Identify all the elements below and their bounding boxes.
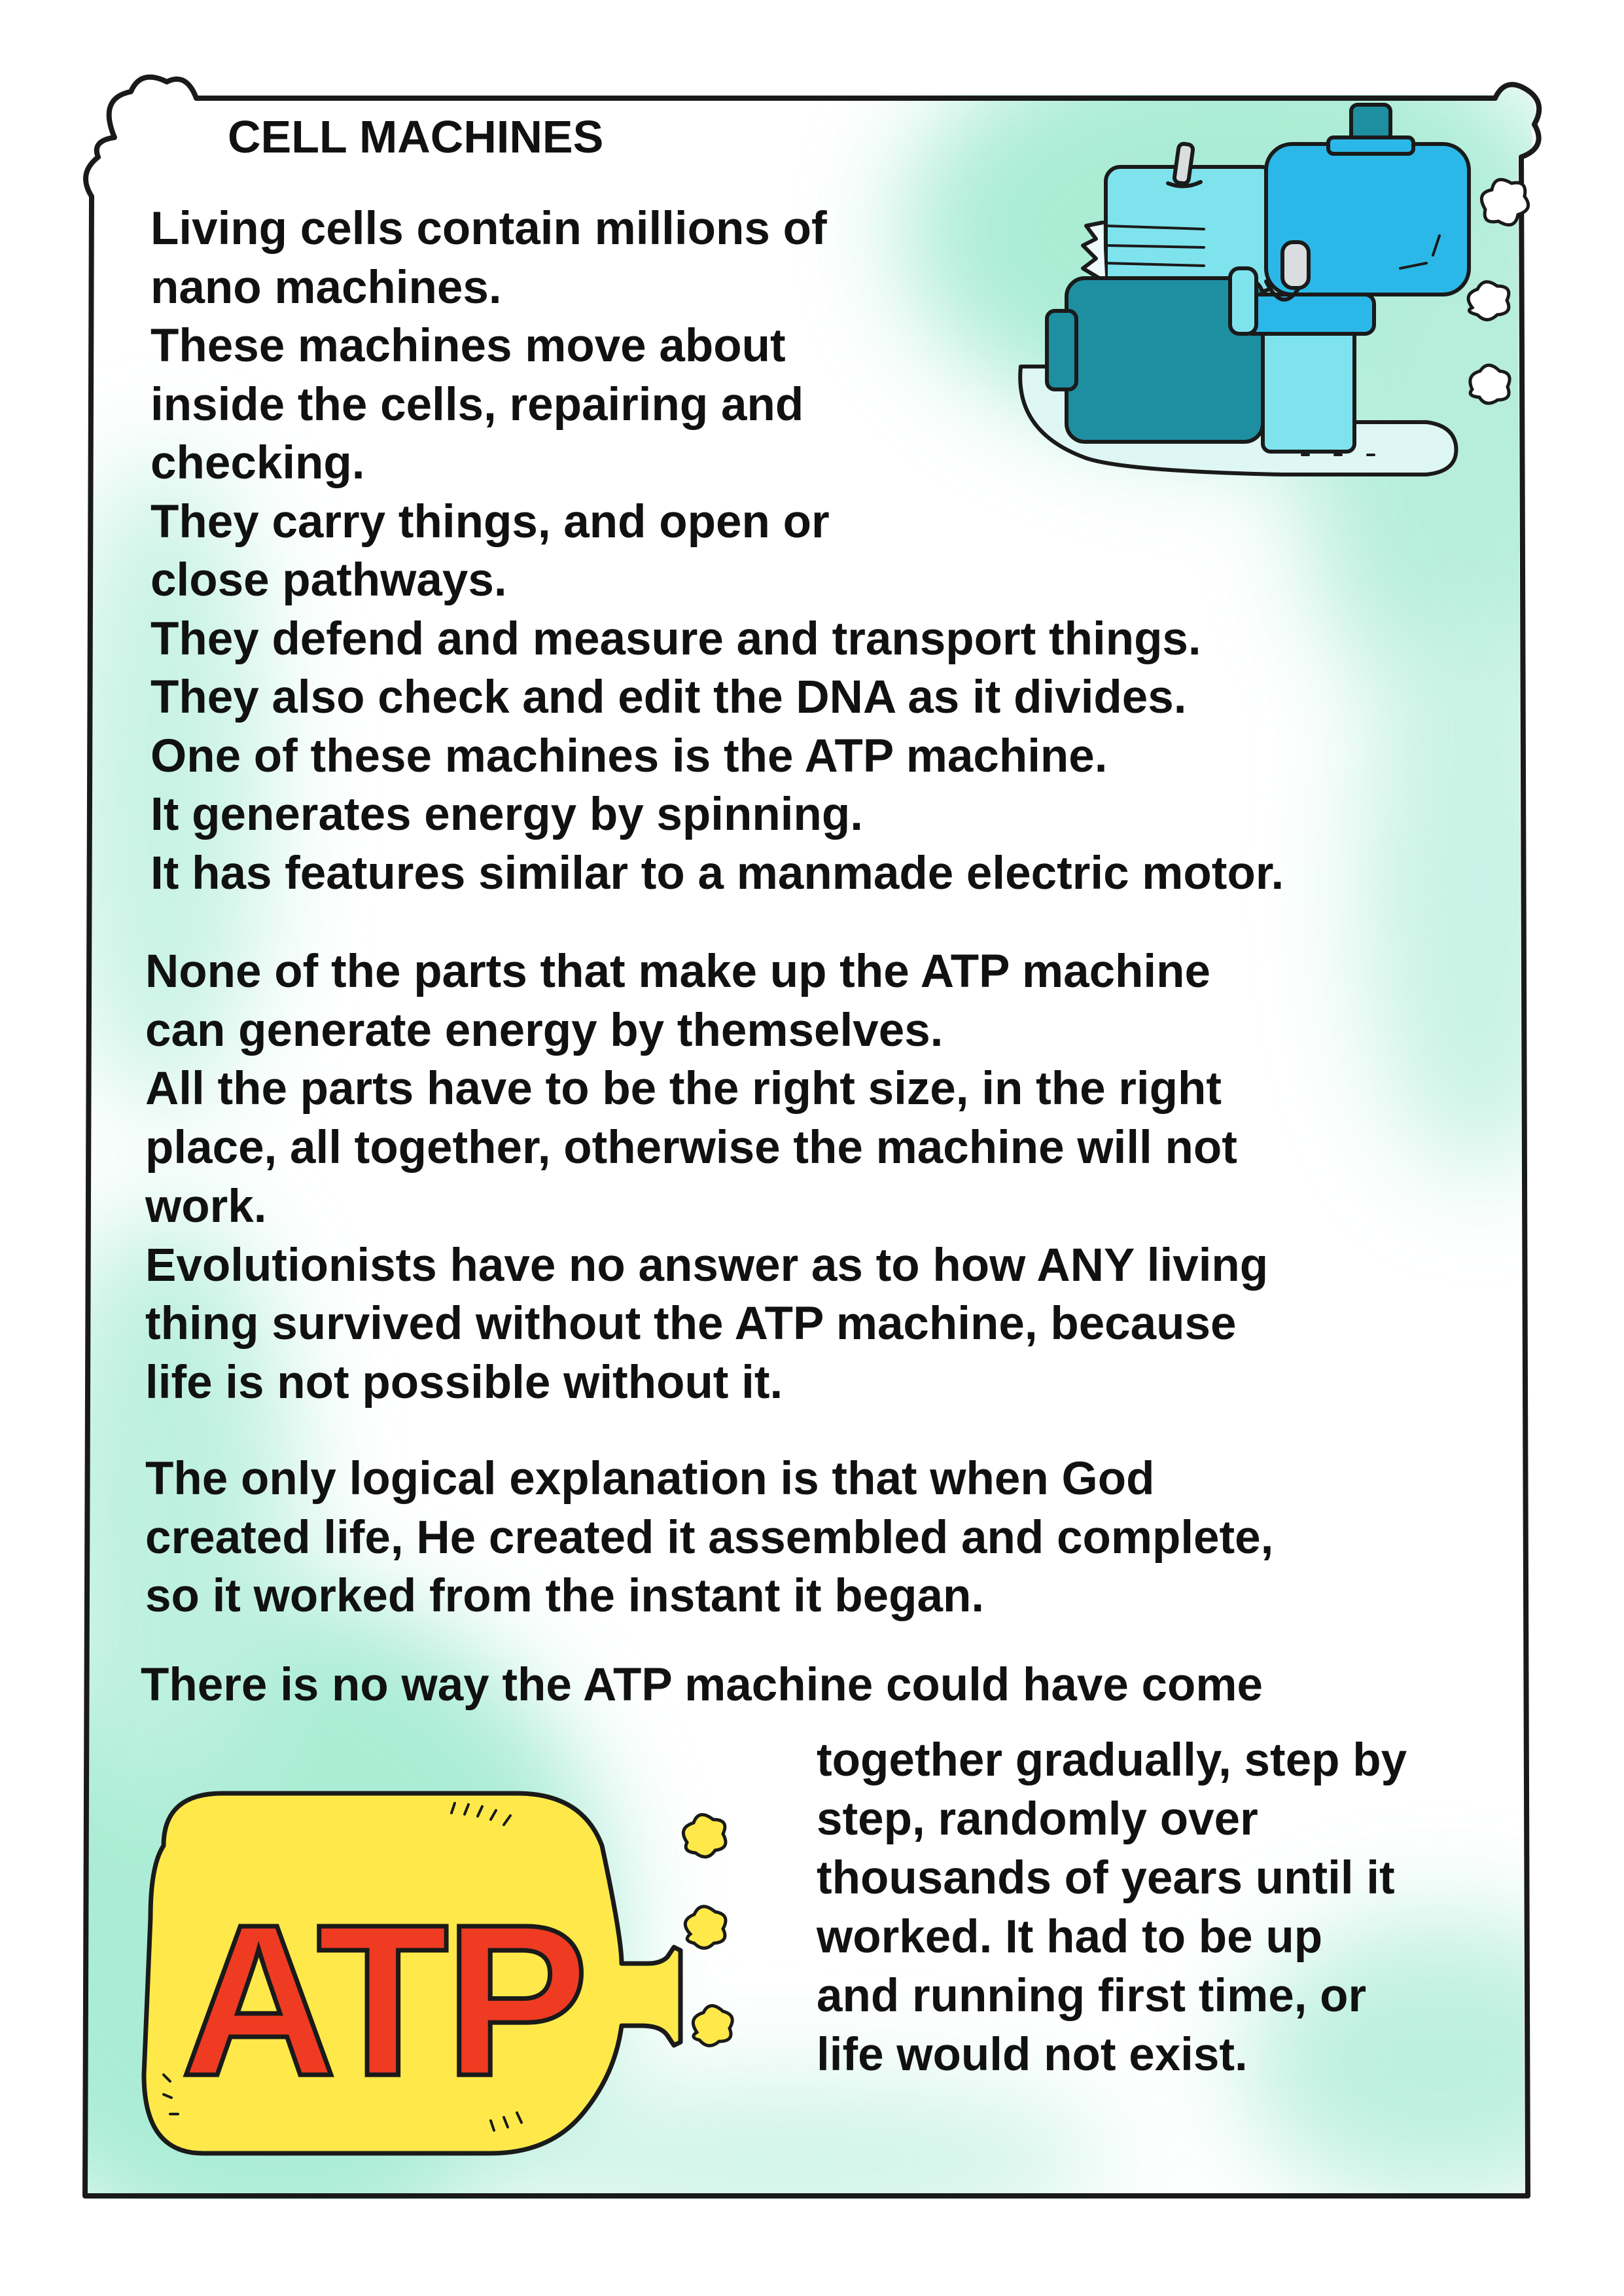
text-line: thousands of years until it [817, 1852, 1395, 1904]
text-line: can generate energy by themselves. [145, 1004, 944, 1056]
text-line: created life, He created it assembled and complete, [145, 1511, 1274, 1564]
text-line: There is no way the ATP machine could have come [141, 1659, 1263, 1711]
text-line: together gradually, step by [817, 1734, 1407, 1786]
text-line: All the parts have to be the right size, in the right [145, 1063, 1222, 1115]
text-line: nano machines. [150, 261, 502, 314]
paragraph-parts [145, 942, 1487, 1412]
text-line: It has features similar to a manmade electric motor. [150, 847, 1284, 899]
puff-icon [683, 1815, 732, 2046]
text-line: and running first time, or [817, 1970, 1367, 2022]
text-line: checking. [150, 437, 365, 489]
text-line: Evolutionists have no answer as to how ANY living [145, 1239, 1269, 1291]
text-line: life would not exist. [817, 2029, 1248, 2081]
page-title: CELL MACHINES [228, 111, 604, 162]
text-line: They also check and edit the DNA as it divides. [150, 672, 1187, 723]
puff-icon [1468, 179, 1528, 403]
paragraph-conclusion-lead [141, 1656, 1515, 1715]
text-line: so it worked from the instant it began. [145, 1570, 985, 1622]
paragraph-explanation [145, 1450, 1487, 1626]
text-line: None of the parts that make up the ATP machine [145, 946, 1211, 997]
text-line: place, all together, otherwise the machine will not [145, 1122, 1237, 1174]
atp-bottle-illustration [124, 1767, 752, 2193]
text-line: life is not possible without it. [145, 1356, 783, 1408]
text-line: One of these machines is the ATP machine. [150, 730, 1108, 782]
text-line: It generates energy by spinning. [150, 789, 863, 840]
text-line: These machines move about [150, 320, 786, 372]
atp-label: ATP [181, 1879, 585, 2121]
paragraph-conclusion [817, 1731, 1536, 2085]
text-line: close pathways. [150, 554, 507, 606]
text-line: The only logical explanation is that when God [145, 1453, 1155, 1505]
text-line: Living cells contain millions of [150, 203, 827, 255]
text-line: step, randomly over [817, 1793, 1258, 1845]
cell-machine-illustration [1008, 92, 1531, 497]
text-line: They defend and measure and transport things. [150, 613, 1201, 665]
text-line: worked. It had to be up [817, 1911, 1323, 1963]
text-line: inside the cells, repairing and [150, 378, 804, 431]
text-line: They carry things, and open or [150, 495, 830, 548]
text-line: thing survived without the ATP machine, because [145, 1298, 1237, 1350]
text-line: work. [145, 1180, 267, 1232]
